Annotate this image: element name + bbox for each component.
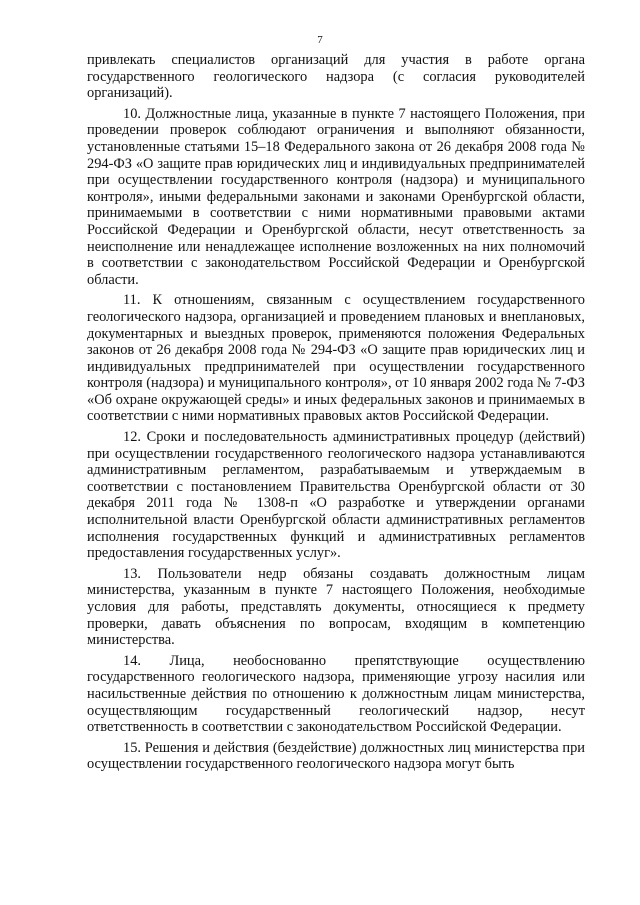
paragraph-14: 14. Лица, необоснованно препятствующие осуществлению государственного геологического надзора, применяющие угрозу насилия или насильственные действия по отношению к должностным лицам министерства, осуществляющим государственный геологический надзор, несут ответственность в соответствии с законодательством Российской Федерации. [87,652,585,736]
paragraph-continuation: привлекать специалистов организаций для участия в работе органа государственного геологического надзора (с согласия руководителей организаций). [87,52,585,102]
paragraph-13: 13. Пользователи недр обязаны создавать должностным лицам министерства, указанным в пункте 7 настоящего Положения, необходимые условия для работы, представлять документы, относящиеся к предмету проверки, давать объяснения по вопросам, входящим в компетенцию министерства. [87,565,585,649]
paragraph-15: 15. Решения и действия (бездействие) должностных лиц министерства при осуществлении государственного геологического надзора могут быть [87,739,585,773]
paragraph-11: 11. К отношениям, связанным с осуществлением государственного геологического надзора, организацией и проведением плановых и внеплановых, документарных и выездных проверок, применяются положения Федеральных законов от 26 декабря 2008 года № 294-ФЗ «О защите прав юридических лиц и индивидуальных предпринимателей при осуществлении государственного контроля (надзора) и муниципального контроля», от 10 января 2002 года № 7-ФЗ «Об охране окружающей среды» и иных федеральных законов и принимаемых в соответствии с ними нормативных правовых актов Российской Федерации. [87,292,585,425]
paragraph-12: 12. Сроки и последовательность административных процедур (действий) при осуществлении государственного геологического надзора устанавливаются административным регламентом, разрабатываемым и утверждаемым в соответствии с постановлением Правительства Оренбургской области от 30 декабря 2011 года № 1308-п «О разработке и утверждении органами исполнительной власти Оренбургской области административных регламентов исполнения государственных функций и административных регламентов предоставления государственных услуг». [87,429,585,562]
page-number: 7 [317,34,323,46]
paragraph-10: 10. Должностные лица, указанные в пункте 7 настоящего Положения, при проведении проверок соблюдают ограничения и выполняют обязанности, установленные статьями 15–18 Федерального закона от 26 декабря 2008 года № 294-ФЗ «О защите прав юридических лиц и индивидуальных предпринимателей при осуществлении государственного контроля (надзора) и муниципального контроля», иными федеральными законами и законами Оренбургской области, принимаемыми в соответствии с ними нормативными правовыми актами Российской Федерации и Оренбургской области, несут ответственность за неисполнение или ненадлежащее исполнение возложенных на них полномочий в соответствии с законодательством Российской Федерации и Оренбургской области. [87,105,585,288]
document-body [87,52,585,777]
